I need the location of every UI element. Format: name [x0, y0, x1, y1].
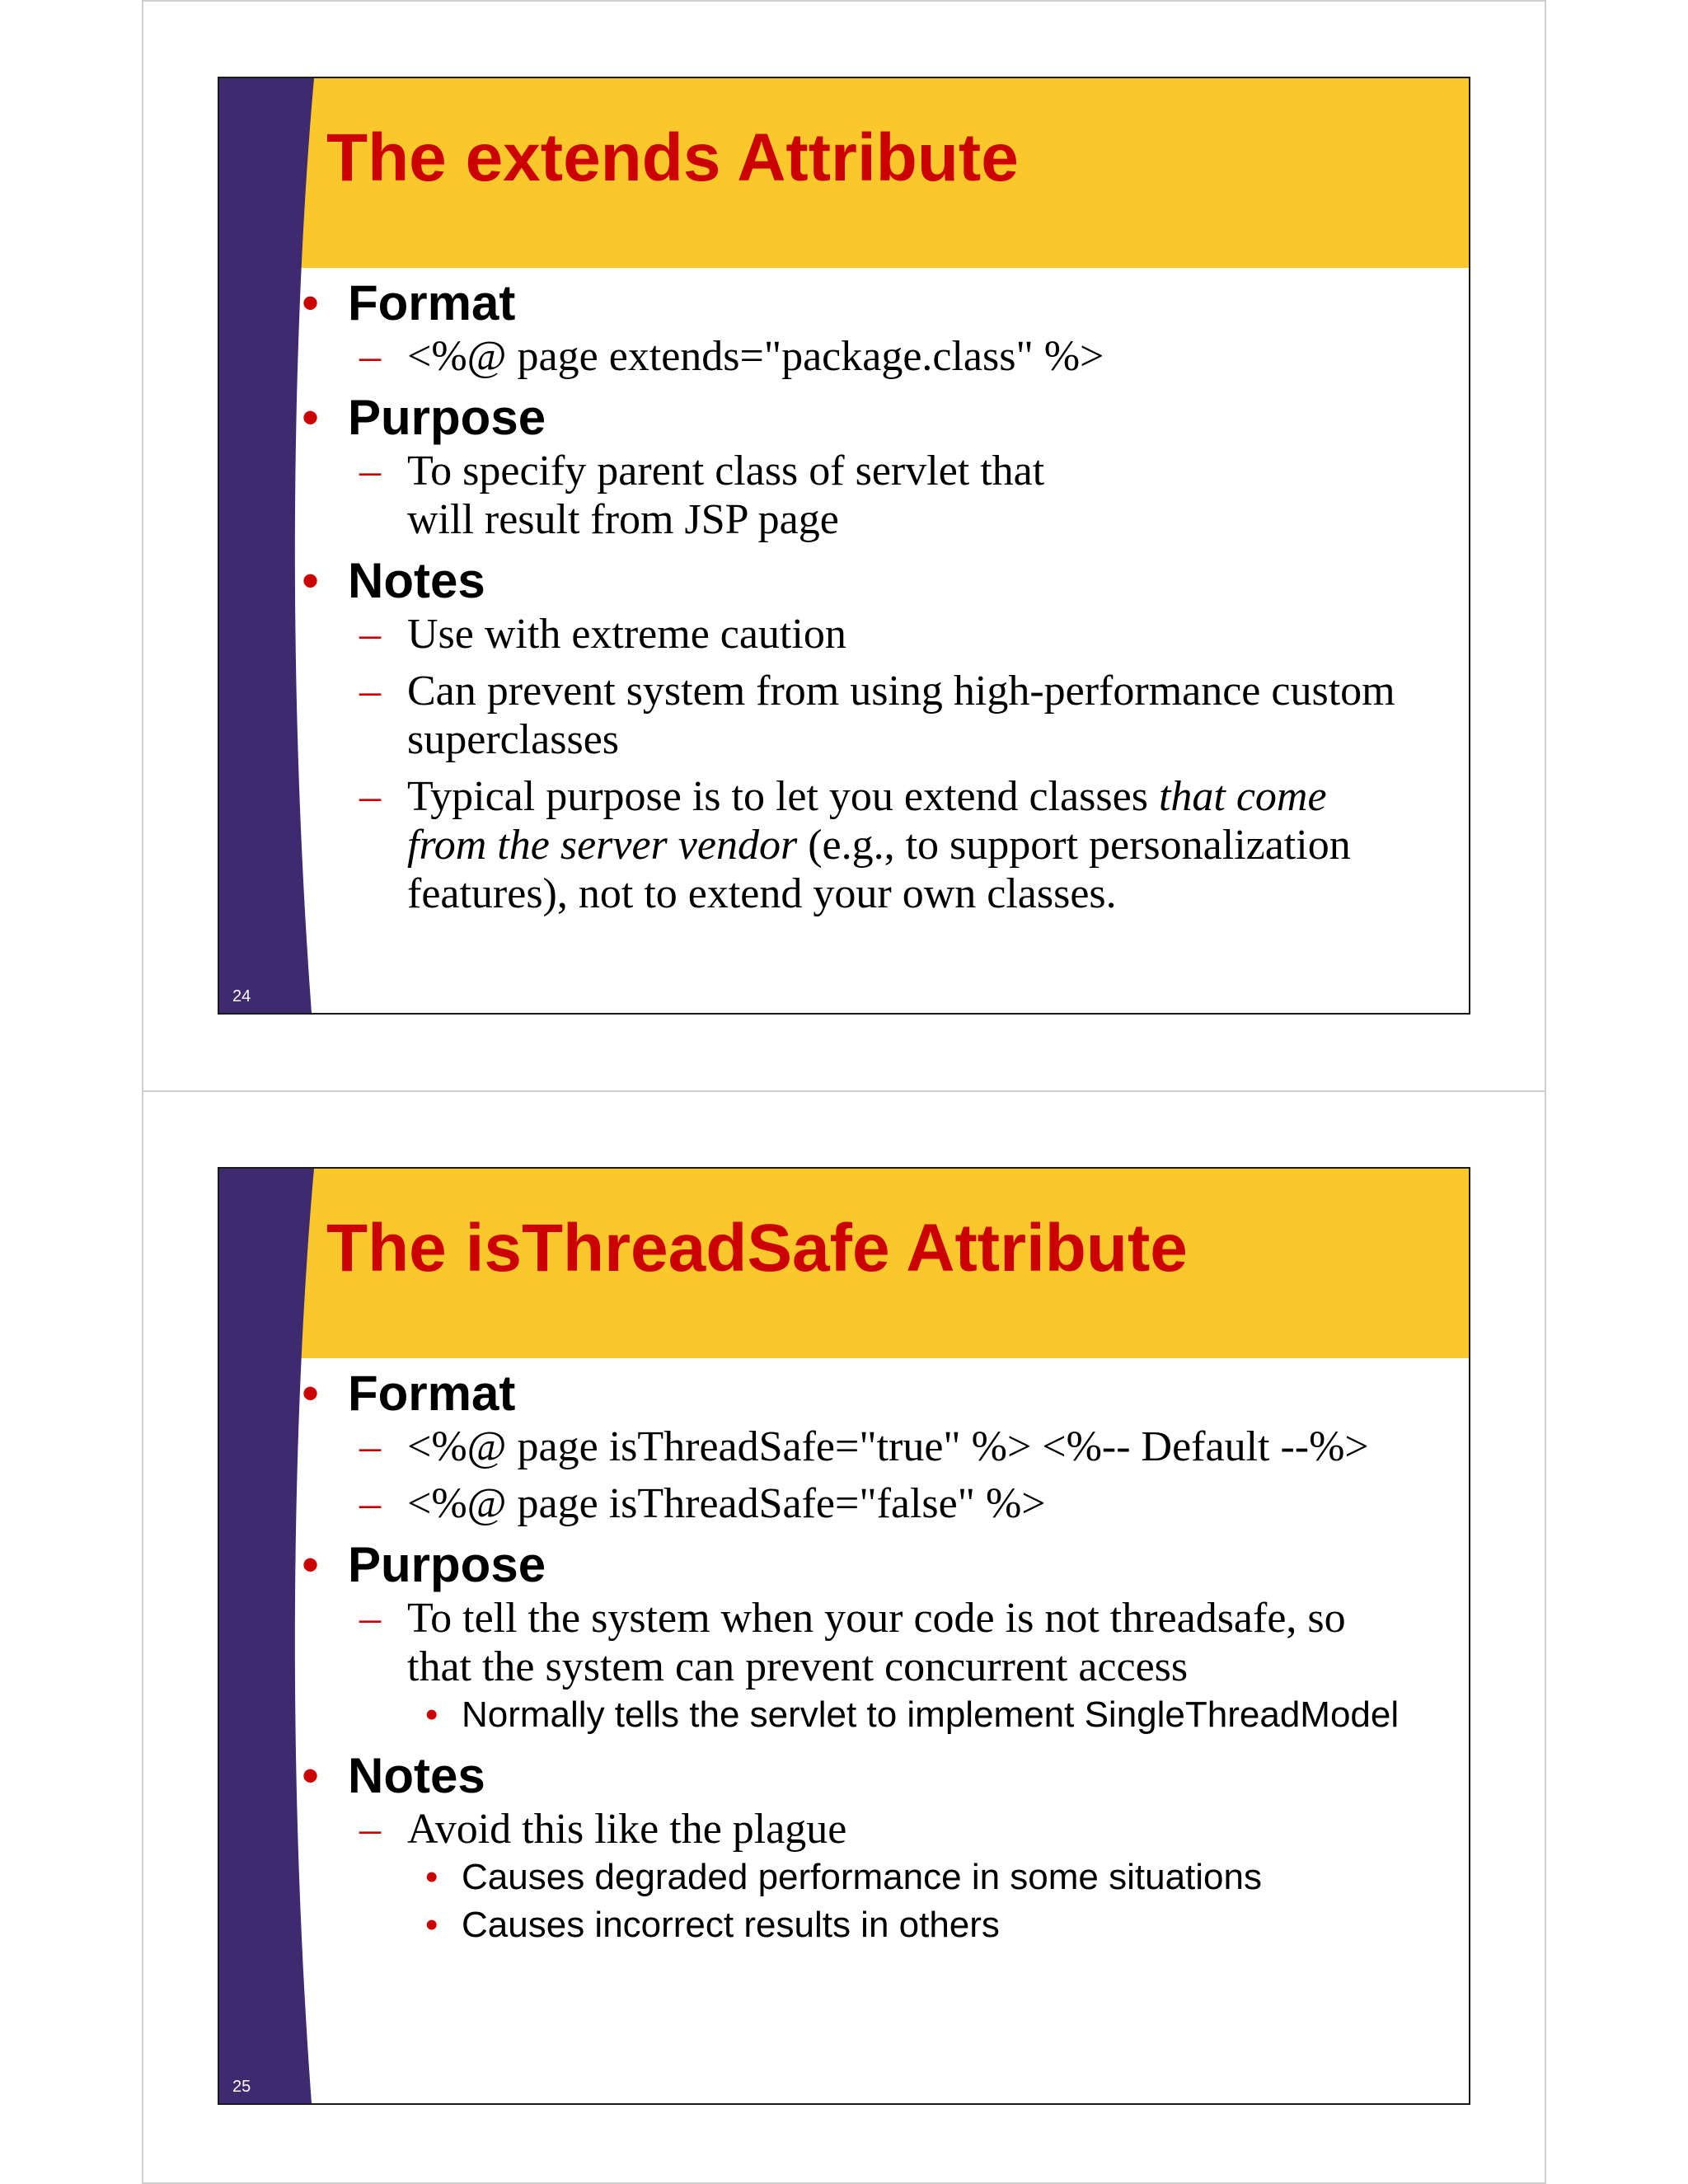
format-item-2: [302, 1479, 1452, 1528]
left-purple-swoosh: [219, 1169, 314, 2103]
note-item-1: [302, 610, 1452, 658]
note-text-b: (e.g., to support personalization: [797, 822, 1351, 869]
format-item: [302, 332, 1452, 381]
slide-25: [218, 1167, 1470, 2105]
bullet-dot-icon: •: [302, 1537, 320, 1592]
note-line-2: superclasses: [407, 716, 620, 763]
bullet-dot-icon: •: [302, 390, 320, 445]
format-heading: Format: [348, 1366, 516, 1421]
bullet-dot-icon: •: [302, 275, 320, 330]
note-item-2: [302, 667, 1452, 764]
note-sub-text: Causes degraded performance in some situations: [462, 1857, 1262, 1897]
dash-icon: –: [359, 448, 381, 494]
bullet-format: [302, 274, 1452, 332]
bullet-dot-icon: •: [302, 1366, 320, 1421]
purpose-line-2: that the system can prevent concurrent access: [407, 1643, 1189, 1690]
slide-number: 24: [232, 987, 251, 1005]
purpose-line-2: will result from JSP page: [407, 496, 839, 543]
bullet-dot-icon: •: [425, 1694, 438, 1735]
bullet-purpose: [302, 389, 1452, 447]
note-item-3: [302, 772, 1452, 918]
format-item-text: <%@ page extends="package.class" %>: [407, 333, 1104, 380]
purpose-item: [302, 447, 1452, 544]
note-sub-text: Causes incorrect results in others: [462, 1905, 1000, 1945]
dash-icon: –: [359, 333, 381, 380]
note-text: Use with extreme caution: [407, 611, 846, 658]
format-heading: Format: [348, 275, 516, 330]
slide-content: [302, 1365, 1452, 1949]
bullet-notes: [302, 1747, 1452, 1805]
notes-heading: Notes: [348, 553, 485, 608]
dash-icon: –: [359, 611, 381, 658]
format-item-text: <%@ page isThreadSafe="false" %>: [407, 1480, 1046, 1527]
dash-icon: –: [359, 773, 381, 820]
purpose-line-1: To tell the system when your code is not threadsafe, so: [407, 1595, 1346, 1642]
purpose-heading: Purpose: [348, 390, 546, 445]
purpose-sub-text: Normally tells the servlet to implement SingleThreadModel: [462, 1694, 1400, 1735]
bullet-dot-icon: •: [302, 553, 320, 608]
note-text-a: Typical purpose is to let you extend classes: [407, 773, 1159, 820]
slide-number: 25: [232, 2078, 251, 2096]
purpose-item: [302, 1594, 1452, 1691]
left-purple-swoosh: [219, 78, 314, 1013]
dash-icon: –: [359, 1595, 381, 1642]
note-line-1: Can prevent system from using high-performance custom: [407, 668, 1395, 715]
bullet-format: [302, 1365, 1452, 1422]
bullet-purpose: [302, 1536, 1452, 1594]
note-item-1: [302, 1805, 1452, 1854]
dash-icon: –: [359, 1806, 381, 1853]
format-item-text: <%@ page isThreadSafe="true" %> <%-- Default --%>: [407, 1423, 1369, 1470]
slide-content: [302, 274, 1452, 918]
bullet-dot-icon: •: [425, 1857, 438, 1897]
notes-heading: Notes: [348, 1748, 485, 1803]
slide-title: The extends Attribute: [326, 120, 1019, 195]
note-italic-1: that come: [1158, 773, 1327, 820]
note-italic-2: from the server vendor: [407, 822, 798, 869]
note-sub-item-2: [302, 1901, 1452, 1949]
format-item-1: [302, 1422, 1452, 1471]
bullet-dot-icon: •: [302, 1748, 320, 1803]
purpose-sub-item: [302, 1691, 1452, 1739]
dash-icon: –: [359, 1423, 381, 1470]
dash-icon: –: [359, 668, 381, 715]
purpose-heading: Purpose: [348, 1537, 546, 1592]
bullet-dot-icon: •: [425, 1905, 438, 1945]
dash-icon: –: [359, 1480, 381, 1527]
purpose-line-1: To specify parent class of servlet that: [407, 448, 1045, 494]
note-text: Avoid this like the plague: [407, 1806, 847, 1853]
note-sub-item-1: [302, 1854, 1452, 1901]
note-text-c: features), not to extend your own classes.: [407, 870, 1117, 917]
slide-title: The isThreadSafe Attribute: [326, 1211, 1188, 1286]
slide-24: [218, 77, 1470, 1015]
bullet-notes: [302, 552, 1452, 610]
